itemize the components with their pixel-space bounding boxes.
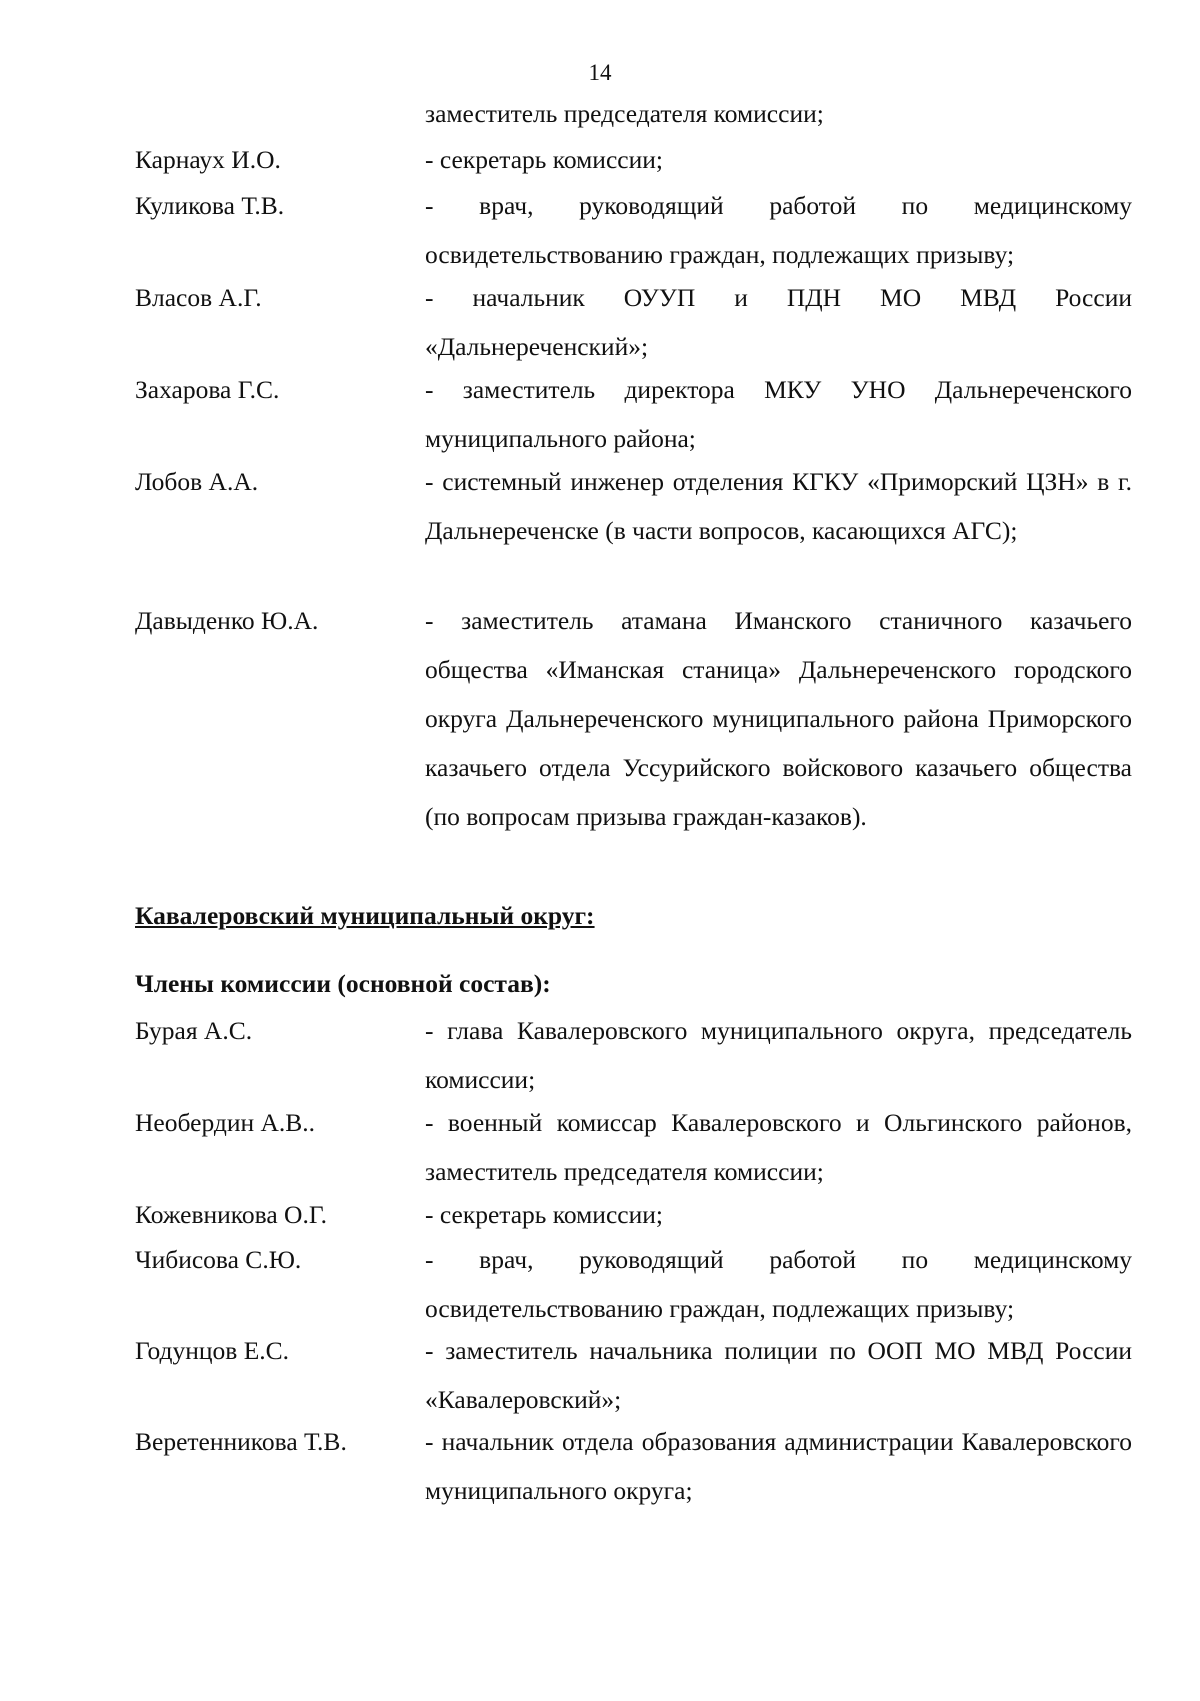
member-name: Давыденко Ю.А. [135,606,319,635]
member-name: Захарова Г.С. [135,375,280,404]
member-role: - системный инженер отделения КГКУ «Приморский ЦЗН» в г. Дальнереченске (в части вопросов, касающихся АГС); [425,467,1132,545]
member-role: - начальник ОУУП и ПДН МО МВД России «Дальнереченский»; [425,283,1132,361]
member-role: - военный комиссар Кавалеровского и Ольгинского районов, заместитель председателя комиссии; [425,1108,1132,1186]
member-name: Годунцов Е.С. [135,1336,290,1365]
member-role: - заместитель директора МКУ УНО Дальнереченского муниципального района; [425,375,1132,453]
member-role: - секретарь комиссии; [425,145,663,174]
member-role: - заместитель атамана Иманского станичного казачьего общества «Иманская станица» Дальнереченского городского округа Дальнереченского муниципального района Приморского казачьего отдела Уссурийского войскового казачьего общества (по вопросам призыва граждан-казаков). [425,606,1132,831]
member-name: Лобов А.А. [135,467,259,496]
member-role: - глава Кавалеровского муниципального округа, председатель комиссии; [425,1016,1132,1094]
member-role: - начальник отдела образования администрации Кавалеровского муниципального округа; [425,1427,1132,1505]
member-name: Чибисова С.Ю. [135,1245,302,1274]
member-role: заместитель председателя комиссии; [425,99,824,128]
member-role: - врач, руководящий работой по медицинскому освидетельствованию граждан, подлежащих призыву; [425,191,1132,269]
section-title: Кавалеровский муниципальный округ: [135,901,595,930]
member-name: Веретенникова Т.В. [135,1427,347,1456]
page-number: 14 [588,60,612,85]
member-name: Куликова Т.В. [135,191,285,220]
member-role: - заместитель начальника полиции по ООП МО МВД России «Кавалеровский»; [425,1336,1132,1414]
member-name: Бурая А.С. [135,1016,253,1045]
member-name: Кожевникова О.Г. [135,1200,328,1229]
member-name: Необердин А.В.. [135,1108,316,1137]
subsection-title: Члены комиссии (основной состав): [135,969,551,998]
member-role: - врач, руководящий работой по медицинскому освидетельствованию граждан, подлежащих призыву; [425,1245,1132,1323]
member-name: Власов А.Г. [135,283,262,312]
member-name: Карнаух И.О. [135,145,281,174]
member-role: - секретарь комиссии; [425,1200,663,1229]
